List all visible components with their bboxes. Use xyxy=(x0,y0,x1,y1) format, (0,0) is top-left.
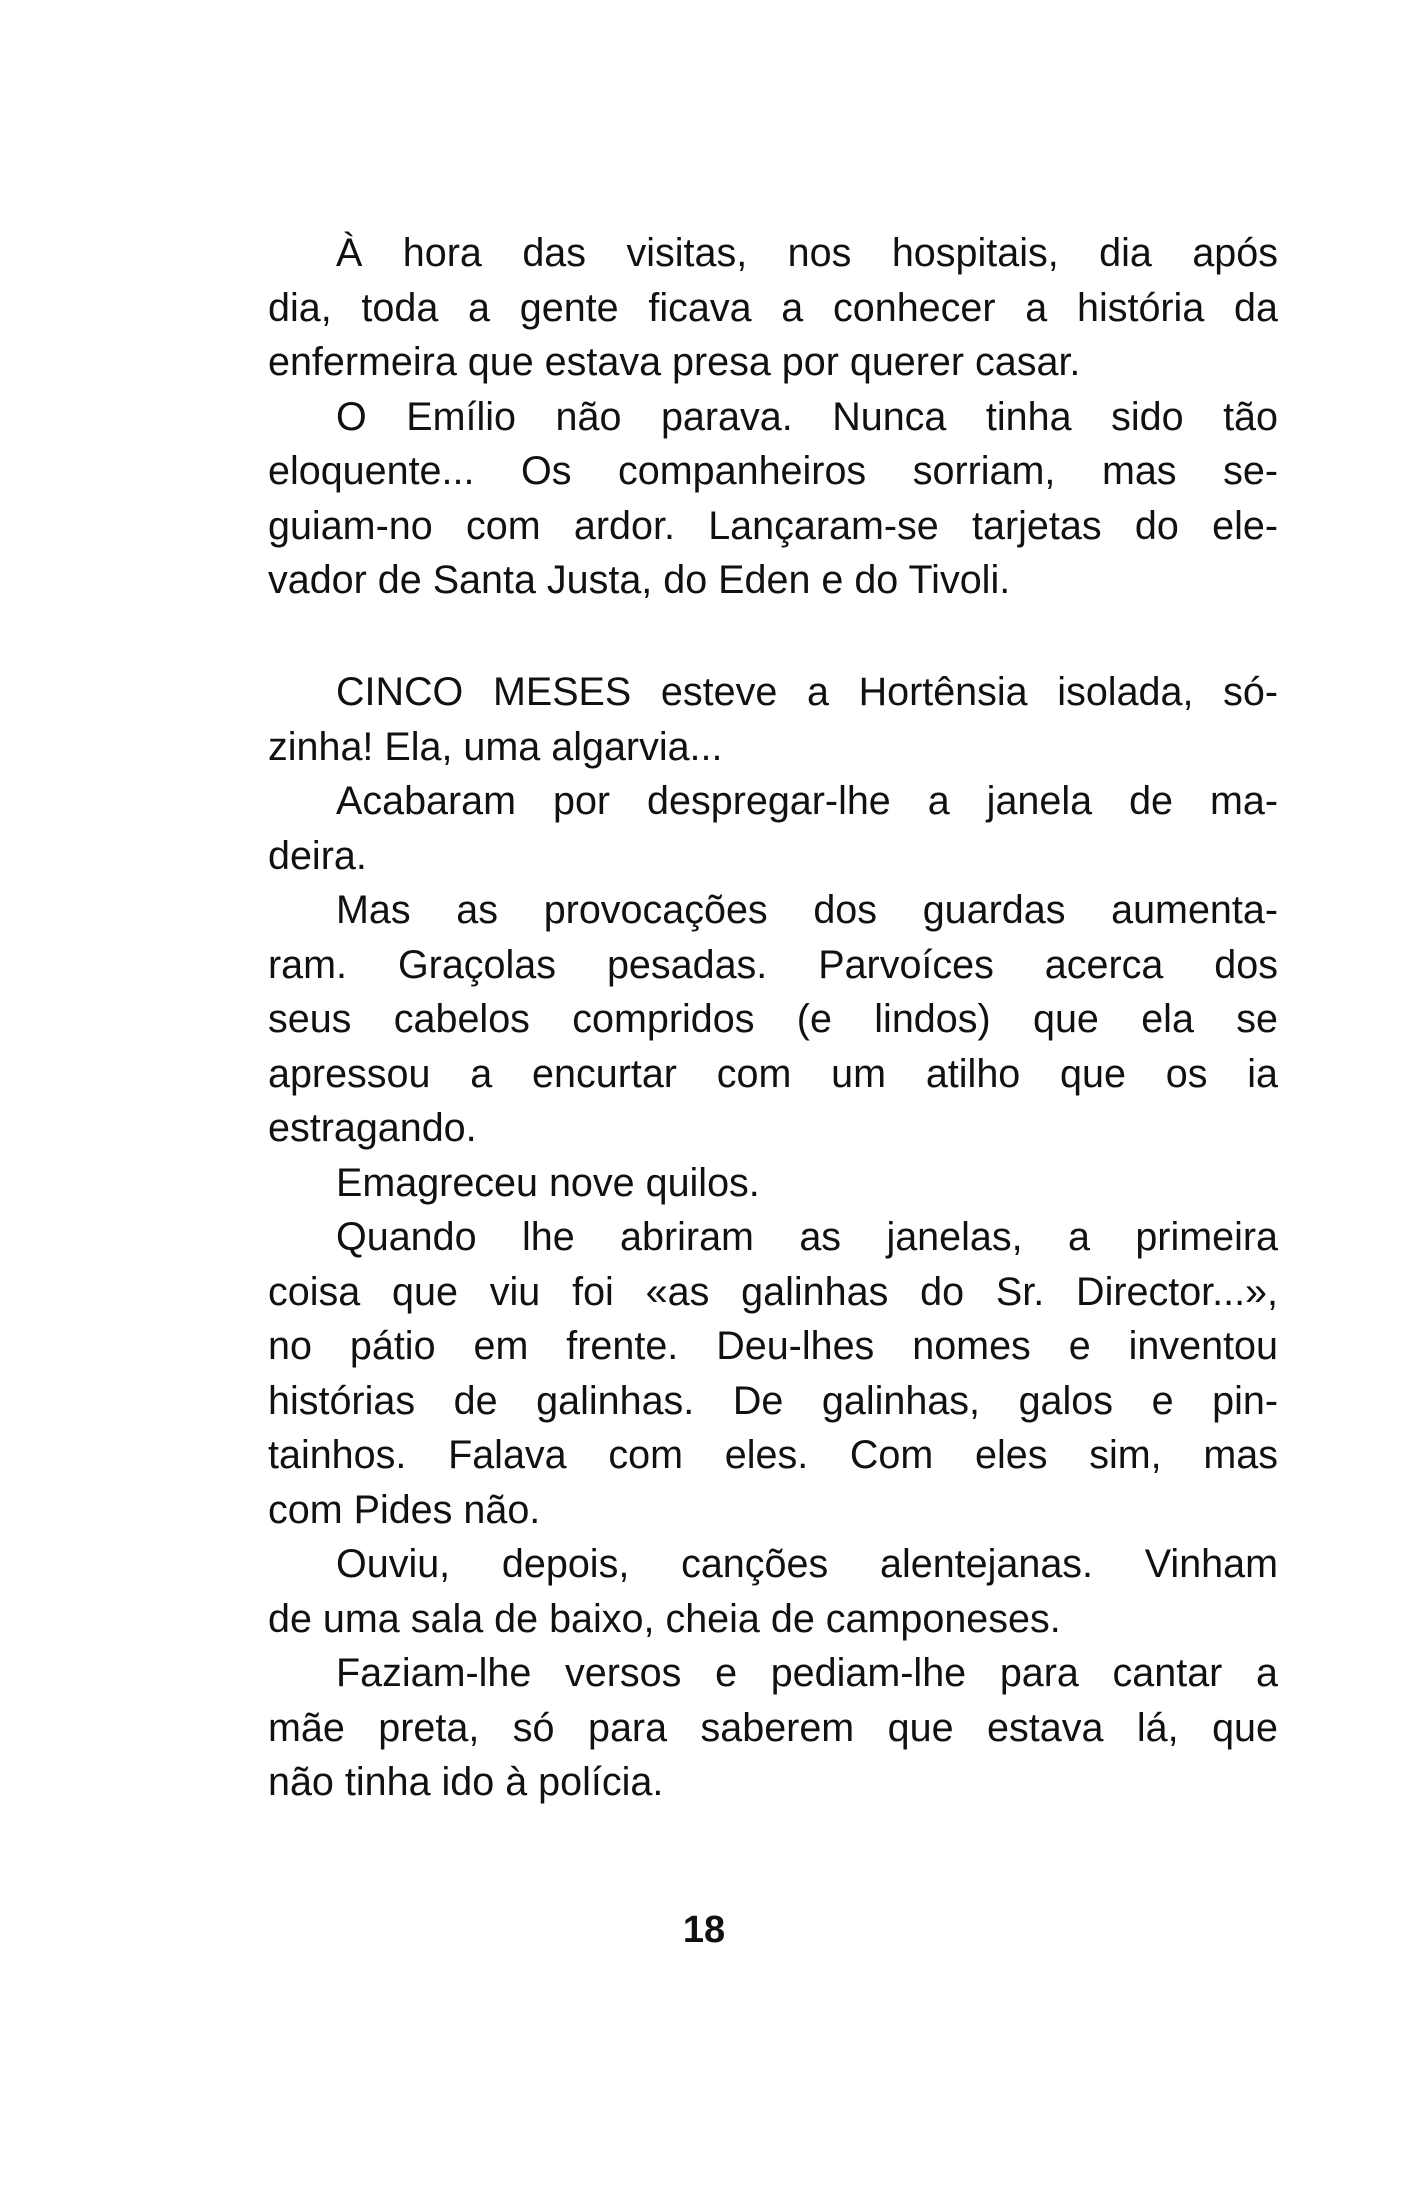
text-line: mãe preta, só para saberem que estava lá, que xyxy=(268,1705,1278,1750)
text-line: tainhos. Falava com eles. Com eles sim, mas xyxy=(268,1433,1278,1477)
text-line: Acabaram por despregar-lhe a janela de ma- xyxy=(336,779,1278,823)
text-line: ram. Graçolas pesadas. Parvoíces acerca dos xyxy=(268,942,1278,987)
text-line: À hora das visitas, nos hospitais, dia após xyxy=(336,231,1278,275)
text-line: Emagreceu nove quilos. xyxy=(336,1160,760,1205)
text-line: coisa que viu foi «as galinhas do Sr. Director...», xyxy=(268,1269,1278,1314)
text-line: Faziam-lhe versos e pediam-lhe para cantar a xyxy=(336,1651,1278,1695)
text-block-top xyxy=(268,226,1278,608)
page-number: 18 xyxy=(682,1909,726,1951)
text-line: deira. xyxy=(268,833,367,878)
text-line: seus cabelos compridos (e lindos) que ela se xyxy=(268,997,1278,1041)
text-line: de uma sala de baixo, cheia de camponeses. xyxy=(268,1596,1061,1641)
text-line: Quando lhe abriram as janelas, a primeira xyxy=(336,1215,1278,1259)
text-line: O Emílio não parava. Nunca tinha sido tão xyxy=(336,394,1278,439)
text-line: no pátio em frente. Deu-lhes nomes e inventou xyxy=(268,1324,1278,1368)
text-line: com Pides não. xyxy=(268,1487,541,1532)
text-line: zinha! Ela, uma algarvia... xyxy=(268,724,723,769)
text-line: não tinha ido à polícia. xyxy=(268,1760,664,1804)
text-line: eloquente... Os companheiros sorriam, mas se- xyxy=(268,449,1278,493)
text-line: enfermeira que estava presa por querer casar. xyxy=(268,340,1081,384)
text-line: estragando. xyxy=(268,1106,477,1150)
text-line: dia, toda a gente ficava a conhecer a história da xyxy=(268,285,1278,330)
text-line: CINCO MESES esteve a Hortênsia isolada, só- xyxy=(336,670,1278,714)
text-line: apressou a encurtar com um atilho que os ia xyxy=(268,1051,1278,1096)
text-line: histórias de galinhas. De galinhas, galos e pin- xyxy=(268,1378,1278,1423)
text-block-bottom xyxy=(268,665,1278,1810)
text-line: Ouviu, depois, canções alentejanas. Vinham xyxy=(336,1542,1278,1586)
text-line: Mas as provocações dos guardas aumenta- xyxy=(336,888,1278,932)
text-line: guiam-no com ardor. Lançaram-se tarjetas do ele- xyxy=(268,503,1278,548)
text-line: vador de Santa Justa, do Eden e do Tivoli. xyxy=(268,558,1011,602)
